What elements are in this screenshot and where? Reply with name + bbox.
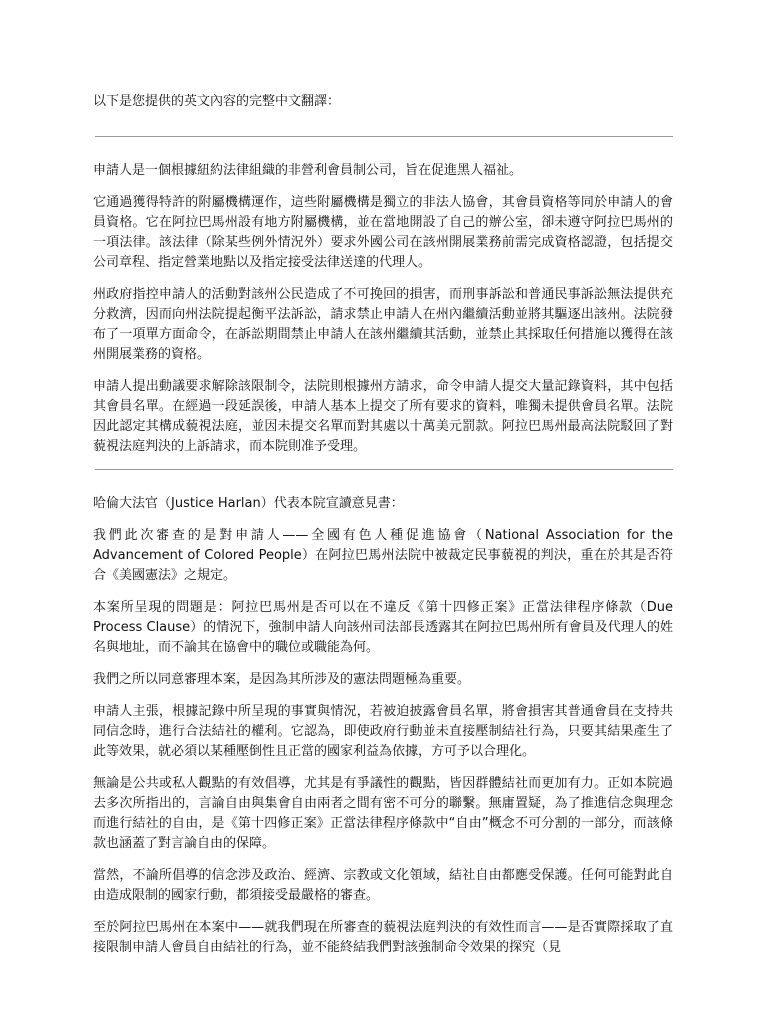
facts-section [93,161,673,457]
divider [95,136,673,137]
paragraph: 它通過獲得特許的附屬機構運作，這些附屬機構是獨立的非法人協會，其會員資格等同於申請人的會員資格。它在阿拉巴馬州設有地方附屬機構，並在當地開設了自己的辦公室，卻未遵守阿拉巴馬州的一項法律。該法律（除某些例外情況外）要求外國公司在該州開展業務前需完成資格認證，包括提交公司章程、指定營業地點以及指定接受法律送達的代理人。 [93,195,673,270]
paragraph: 哈倫大法官（Justice Harlan）代表本院宣讀意見書： [93,496,404,511]
paragraph: 申請人是一個根據紐約法律組織的非營利會員制公司，旨在促進黑人福祉。 [93,163,523,178]
opinion-section [93,494,673,958]
paragraph: 至於阿拉巴馬州在本案中——就我們現在所審查的藐視法庭判決的有效性而言——是否實際採取了直接限制申請人會員自由結社的行為，並不能終結我們對該強制命令效果的探究（見 [93,920,673,955]
intro-text: 以下是您提供的英文內容的完整中文翻譯： [93,94,341,109]
paragraph: 本案所呈現的問題是：阿拉巴馬州是否可以在不違反《第十四修正案》正當法律程序條款（Due Process Clause）的情況下，強制申請人向該州司法部長透露其在阿拉巴馬州所有會員及代理人的姓名與地址，而不論其在協會中的職位或職能為何。 [93,600,673,655]
document-page [93,92,673,970]
paragraph: 申請人提出動議要求解除該限制令，法院則根據州方請求，命令申請人提交大量記錄資料，其中包括其會員名單。在經過一段延誤後，申請人基本上提交了所有要求的資料，唯獨未提供會員名單。法院因此認定其構成藐視法庭，並因未提交名單而對其處以十萬美元罰款。阿拉巴馬州最高法院駁回了對藐視法庭判決的上訴請求，而本院則准予受理。 [93,379,673,454]
paragraph: 州政府指控申請人的活動對該州公民造成了不可挽回的損害，而刑事訴訟和普通民事訴訟無法提供充分救濟，因而向州法院提起衡平法訴訟，請求禁止申請人在州內繼續活動並將其驅逐出該州。法院發布了一項單方面命令，在訴訟期間禁止申請人在該州繼續其活動，並禁止其採取任何措施以獲得在該州開展業務的資格。 [93,287,673,362]
paragraph: 我們此次審查的是對申請人——全國有色人種促進協會（National Association for the Advancement of Colored People）在阿拉巴馬州法院中被裁定民事藐視的判決，重在於其是否符合《美國憲法》之規定。 [93,528,673,583]
paragraph: 我們之所以同意審理本案，是因為其所涉及的憲法問題極為重要。 [93,672,471,687]
paragraph: 當然，不論所倡導的信念涉及政治、經濟、宗教或文化領域，結社自由都應受保護。任何可能對此自由造成限制的國家行動，都須接受最嚴格的審查。 [93,868,673,903]
paragraph: 無論是公共或私人觀點的有效倡導，尤其是有爭議性的觀點，皆因群體結社而更加有力。正如本院過去多次所指出的，言論自由與集會自由兩者之間有密不可分的聯繫。無庸置疑，為了推進信念與理念而進行結社的自由，是《第十四修正案》正當法律程序條款中“自由”概念不可分割的一部分，而該條款也涵蓋了對言論自由的保障。 [93,776,673,851]
divider [95,469,673,470]
paragraph: 申請人主張，根據記錄中所呈現的事實與情況，若被迫披露會員名單，將會損害其普通會員在支持共同信念時，進行合法結社的權利。它認為，即使政府行動並未直接壓制結社行為，只要其結果產生了此等效果，就必須以某種壓倒性且正當的國家利益為依據，方可予以合理化。 [93,704,673,759]
